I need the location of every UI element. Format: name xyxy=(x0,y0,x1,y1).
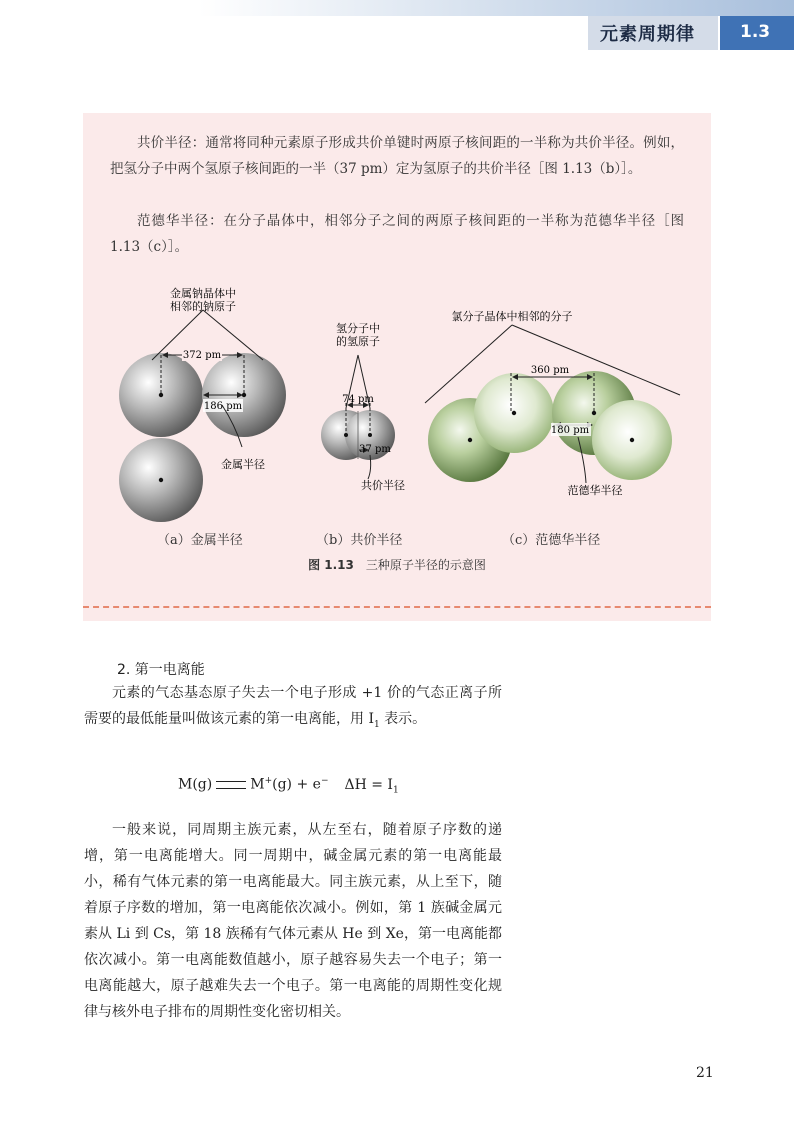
figure-caption-number: 图 1.13 xyxy=(308,558,354,572)
i1-subscript: 1 xyxy=(373,719,380,730)
vdw-radius-value: 180 pm xyxy=(550,425,590,436)
section-2-heading: 2. 第一电离能 xyxy=(117,662,205,678)
header-gradient-band xyxy=(0,0,794,16)
metallic-label-line2: 相邻的钠原子 xyxy=(170,300,236,313)
section-number: 1.3 xyxy=(740,22,771,42)
covalent-label-line2: 的氢原子 xyxy=(336,335,380,348)
covalent-label-line1: 氢分子中 xyxy=(336,322,380,335)
metallic-radius-diagram xyxy=(119,286,286,522)
metallic-radius-value: 186 pm xyxy=(203,401,243,412)
metallic-distance-label: 372 pm xyxy=(182,350,222,361)
covalent-radius-name: 共价半径 xyxy=(361,479,405,492)
equation-equals xyxy=(216,781,246,789)
ionization-definition-text: 元素的气态基态原子失去一个电子形成 +1 价的气态正离子所需要的最低能量叫做该元素的第一电离能，用 I xyxy=(84,685,502,727)
covalent-distance-label: 74 pm xyxy=(342,394,374,405)
equation-lhs: M(g) xyxy=(178,776,213,793)
ionization-trend-paragraph: 一般来说，同周期主族元素，从左至右，随着原子序数的递增，第一电离能增大。同一周期中，碱金属元素的第一电离能最小，稀有气体元素的第一电离能最大。同主族元素，从上至下，随着原子序数的增加，第一电离能依次减小。例如，第 1 族碱金属元素从 Li 到 Cs，第 18 族稀有气体元素从 He 到 Xe，第一电离能都依次减小。第一电离能数值越小，原子越容易失去一个电子；第一电离能越大，原子越难失去一个电子。第一电离能的周期性变化规律与核外电子排布的周期性变化密切相关。 xyxy=(84,822,502,1020)
vdw-radius-name: 范德华半径 xyxy=(567,484,623,497)
covalent-radius-diagram xyxy=(321,321,405,492)
vdw-radius-paragraph: 范德华半径：在分子晶体中，相邻分子之间的两原子核间距的一半称为范德华半径［图 1.13（c）］。 xyxy=(110,213,684,255)
atomic-radius-figure xyxy=(100,275,700,525)
page-number: 21 xyxy=(696,1065,714,1081)
caption-a: （a）金属半径 xyxy=(157,533,243,548)
caption-c: （c）范德华半径 xyxy=(502,533,601,548)
vdw-distance-label: 360 pm xyxy=(530,365,570,376)
box-dashed-divider xyxy=(83,606,711,608)
covalent-radius-paragraph: 共价半径：通常将同种元素原子形成共价单键时两原子核间距的一半称为共价半径。例如，把氢分子中两个氢原子核间距的一半（37 pm）定为氢原子的共价半径［图 1.13（b）］。 xyxy=(110,135,684,177)
ionization-definition-end: 表示。 xyxy=(379,711,427,727)
figure-caption-text: 三种原子半径的示意图 xyxy=(365,558,486,572)
covalent-radius-value: 37 pm xyxy=(359,444,391,455)
caption-b: （b）共价半径 xyxy=(316,533,403,548)
vdw-label-top: 氯分子晶体中相邻的分子 xyxy=(451,310,573,323)
figure-caption xyxy=(0,556,794,573)
metallic-label-line1: 金属钠晶体中 xyxy=(170,287,236,300)
equation-ion: M xyxy=(250,776,265,793)
ionization-equation xyxy=(178,776,399,795)
equation-ion-charge: + xyxy=(264,776,273,786)
metallic-radius-name: 金属半径 xyxy=(221,458,265,471)
equation-electron-charge: − xyxy=(320,776,329,786)
chapter-title: 元素周期律 xyxy=(600,24,695,45)
equation-delta-sub: 1 xyxy=(392,785,399,796)
equation-delta-h: ΔH = I xyxy=(344,776,393,793)
ionization-definition-paragraph xyxy=(84,680,502,738)
equation-rhs: (g) + e xyxy=(272,776,321,793)
vdw-radius-diagram xyxy=(425,309,680,497)
